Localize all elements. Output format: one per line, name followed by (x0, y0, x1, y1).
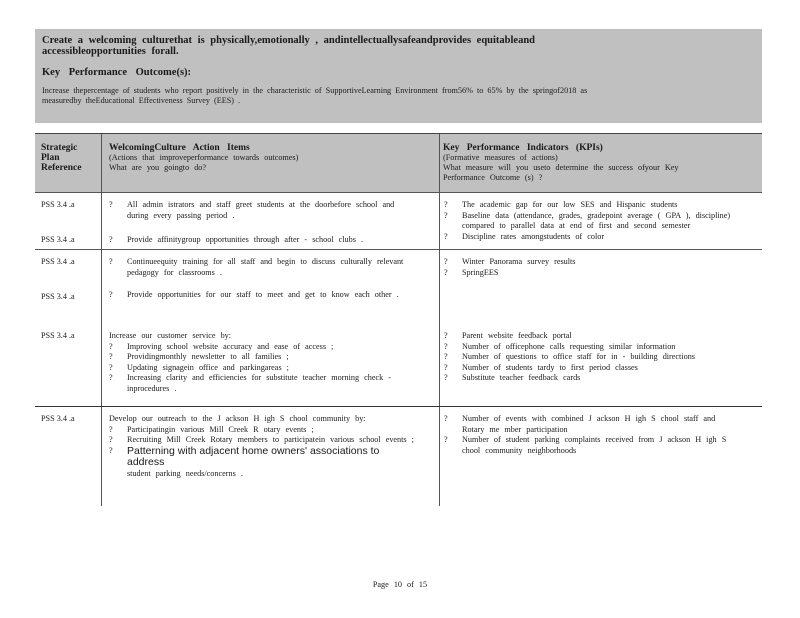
list-item: ? Number of student parking complaints received from J ackson H igh S chool community neighborhoods (444, 435, 727, 455)
list-item: ? The academic gap for our low SES and Hispanic students (444, 200, 678, 209)
row-refs (35, 407, 101, 506)
plan-reference: PSS 3.4 .a (41, 414, 75, 423)
list-item: ? Number of officephone calls requesting similar information (444, 341, 676, 351)
table-row-continued (35, 232, 762, 249)
plan-reference: PSS 3.4 .a (41, 200, 75, 209)
list-item: ? Providingmonthly newsletter to all families ; (109, 352, 289, 361)
list-item: ? Baseline data (attendance, grades, gradepoint average ( GPA ), discipline) compared to parallel data at end of first and second semester (444, 210, 731, 230)
list-item: ? SpringEES (444, 267, 499, 277)
action-plan-table (35, 133, 762, 506)
list-item: ? Participatingin various Mill Creek R otary events ; (109, 424, 314, 434)
goal-box (35, 29, 762, 123)
kpo-label: Key Performance Outcome(s): (42, 67, 192, 78)
kpo-text: Increase thepercentage of students who report positively in the characteristic of SupportiveLearning Environment from56% to 65% by the springof2018 as measuredby theEducational Effectiveness Survey (EES) . (42, 86, 588, 105)
action-emphasis: Patterning with adjacent home owners' associations to address (127, 444, 380, 468)
list-item: ? Parent website feedback portal (444, 331, 572, 340)
row-actions (101, 324, 439, 406)
list-item: ? Provide opportunities for our staff to meet and get to know each other . (109, 290, 399, 299)
list-item: ? Patterning with adjacent home owners' associations to address student parking needs/concerns . (109, 444, 380, 478)
row-refs (35, 193, 101, 232)
header-kpis: Key Performance Indicators (KPIs) (Formative measures of actions) What measure will you useto determine the success ofyour Key Performance Outcome (s) ? (439, 134, 762, 192)
list-item: ? Number of events with combined J ackson H igh S chool staff and Rotary me mber participation (444, 414, 716, 434)
goal-title: Create a welcoming culturethat is physically,emotionally , andintellectuallysafeandprovides equitableand accessibleopportunities forall. (42, 35, 536, 57)
list-item: ? Provide affinitygroup opportunities through after - school clubs . (109, 235, 364, 244)
row-refs (35, 324, 101, 406)
row-refs (35, 250, 101, 324)
header-action-items: WelcomingCulture Action Items (Actions that improveperformance towards outcomes) What are you goingto do? (101, 134, 439, 192)
row-actions (101, 407, 439, 506)
plan-reference: PSS 3.4 .a (41, 331, 75, 340)
row-kpis (439, 193, 762, 241)
action-lead: Increase our customer service by: (109, 331, 232, 340)
list-item: ? Substitute teacher feedback cards (444, 373, 581, 382)
list-item: ? Continueequity training for all staff and begin to discuss culturally relevant pedagogy for classrooms . (109, 257, 404, 277)
plan-reference: PSS 3.4 .a (41, 292, 75, 301)
list-item: ? Discipline rates amongstudents of color (444, 231, 605, 241)
page-number: Page 10 of 15 (372, 580, 428, 589)
list-item: ? Number of questions to office staff for in - building directions (444, 352, 695, 361)
list-item: ? Updating signagein office and parkingareas ; (109, 362, 289, 372)
row-actions (101, 193, 439, 232)
list-item: ? Increasing clarity and efficiencies for substitute teacher morning check - inprocedures . (109, 373, 391, 393)
action-lead: Develop our outreach to the J ackson H igh S chool community by: (109, 414, 366, 423)
list-item: ? Number of students tardy to first period classes (444, 362, 638, 372)
list-item: ? Improving school website accuracy and ease of access ; (109, 341, 334, 351)
table-row (35, 324, 762, 406)
table-header (35, 133, 762, 192)
list-item: ? Winter Panorama survey results (444, 257, 576, 266)
row-kpis (439, 324, 762, 406)
list-item: ? Recruiting Mill Creek Rotary members to participatein various school events ; (109, 435, 414, 444)
row-kpis (439, 407, 762, 506)
list-item: ? All admin istrators and staff greet students at the doorbefore school and during every passing period . (109, 200, 395, 220)
plan-reference: PSS 3.4 .a (41, 257, 75, 266)
plan-reference: PSS 3.4 .a (41, 235, 75, 244)
row-kpis (439, 250, 762, 324)
table-row (35, 249, 762, 324)
row-actions (101, 250, 439, 324)
table-row (35, 406, 762, 506)
header-strategic-plan-reference: Strategic Plan Reference (41, 143, 82, 173)
